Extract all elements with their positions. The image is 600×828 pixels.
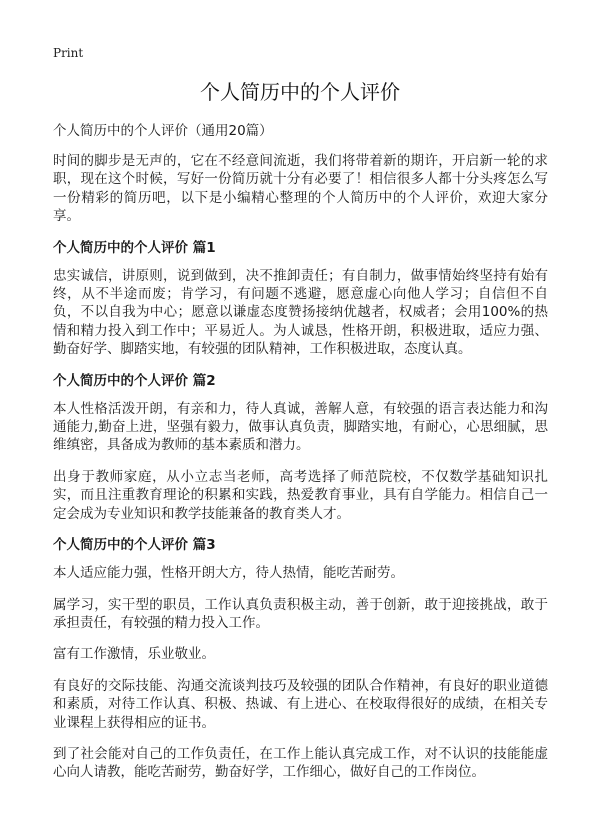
section-paragraph: 富有工作激情，乐业敬业。 bbox=[53, 646, 215, 663]
section-2 bbox=[53, 372, 548, 523]
page-title: 个人简历中的个人评价 bbox=[200, 80, 400, 104]
section-paragraph: 有良好的交际技能、沟通交流谈判技巧及较强的团队合作精神，有良好的职业道德和素质，对待工作认真、积极、热诚、有上进心、在校取得很好的成绩，在相关专业课程上获得相应的证书。 bbox=[53, 677, 548, 731]
section-paragraph: 出身于教师家庭，从小立志当老师，高考选择了师范院校，不仅数学基础知识扎实，而且注重教育理论的积累和实践，热爱教育事业，具有自学能力。相信自己一定会成为专业知识和教学技能兼备的教育类人才。 bbox=[53, 468, 548, 522]
section-3 bbox=[53, 536, 548, 782]
print-link[interactable]: Print bbox=[53, 46, 84, 60]
section-paragraph: 属学习，实干型的职员，工作认真负责积极主动，善于创新，敢于迎接挑战，敢于承担责任，有较强的精力投入工作。 bbox=[53, 596, 548, 631]
section-paragraph: 本人性格活泼开朗，有亲和力，待人真诚，善解人意，有较强的语言表达能力和沟通能力,勤奋上进，坚强有毅力，做事认真负责，脚踏实地，有耐心，心思细腻，思维缜密，具备成为教师的基本素质和潜力。 bbox=[53, 400, 548, 454]
document-body bbox=[53, 122, 548, 795]
section-1 bbox=[53, 239, 548, 359]
section-heading: 个人简历中的个人评价 篇2 bbox=[53, 372, 216, 389]
section-paragraph: 忠实诚信，讲原则，说到做到，决不推卸责任；有自制力，做事情始终坚持有始有终，从不半途而废；肯学习，有问题不逃避，愿意虚心向他人学习；自信但不自负，不以自我为中心；愿意以谦虚态度赞扬接纳优越者，权威者；会用100%的热情和精力投入到工作中；平易近人。为人诚恳，性格开朗，积极进取，适应力强、勤奋好学、脚踏实地，有较强的团队精神，工作积极进取，态度认真。 bbox=[53, 267, 548, 358]
section-paragraph: 到了社会能对自己的工作负责任，在工作上能认真完成工作，对不认识的技能能虚心向人请教，能吃苦耐劳，勤奋好学，工作细心，做好自己的工作岗位。 bbox=[53, 745, 548, 781]
section-heading: 个人简历中的个人评价 篇3 bbox=[53, 537, 216, 554]
section-heading: 个人简历中的个人评价 篇1 bbox=[53, 239, 216, 256]
section-paragraph: 本人适应能力强，性格开朗大方，待人热情，能吃苦耐劳。 bbox=[53, 565, 404, 582]
document-subtitle: 个人简历中的个人评价（通用20篇） bbox=[53, 123, 273, 139]
intro-paragraph: 时间的脚步是无声的，它在不经意间流逝，我们将带着新的期许，开启新一轮的求职，现在这个时候，写好一份简历就十分有必要了！相信很多人都十分头疼怎么写一份精彩的简历吧，以下是小编精心整理的个人简历中的个人评价，欢迎大家分享。 bbox=[53, 153, 548, 225]
